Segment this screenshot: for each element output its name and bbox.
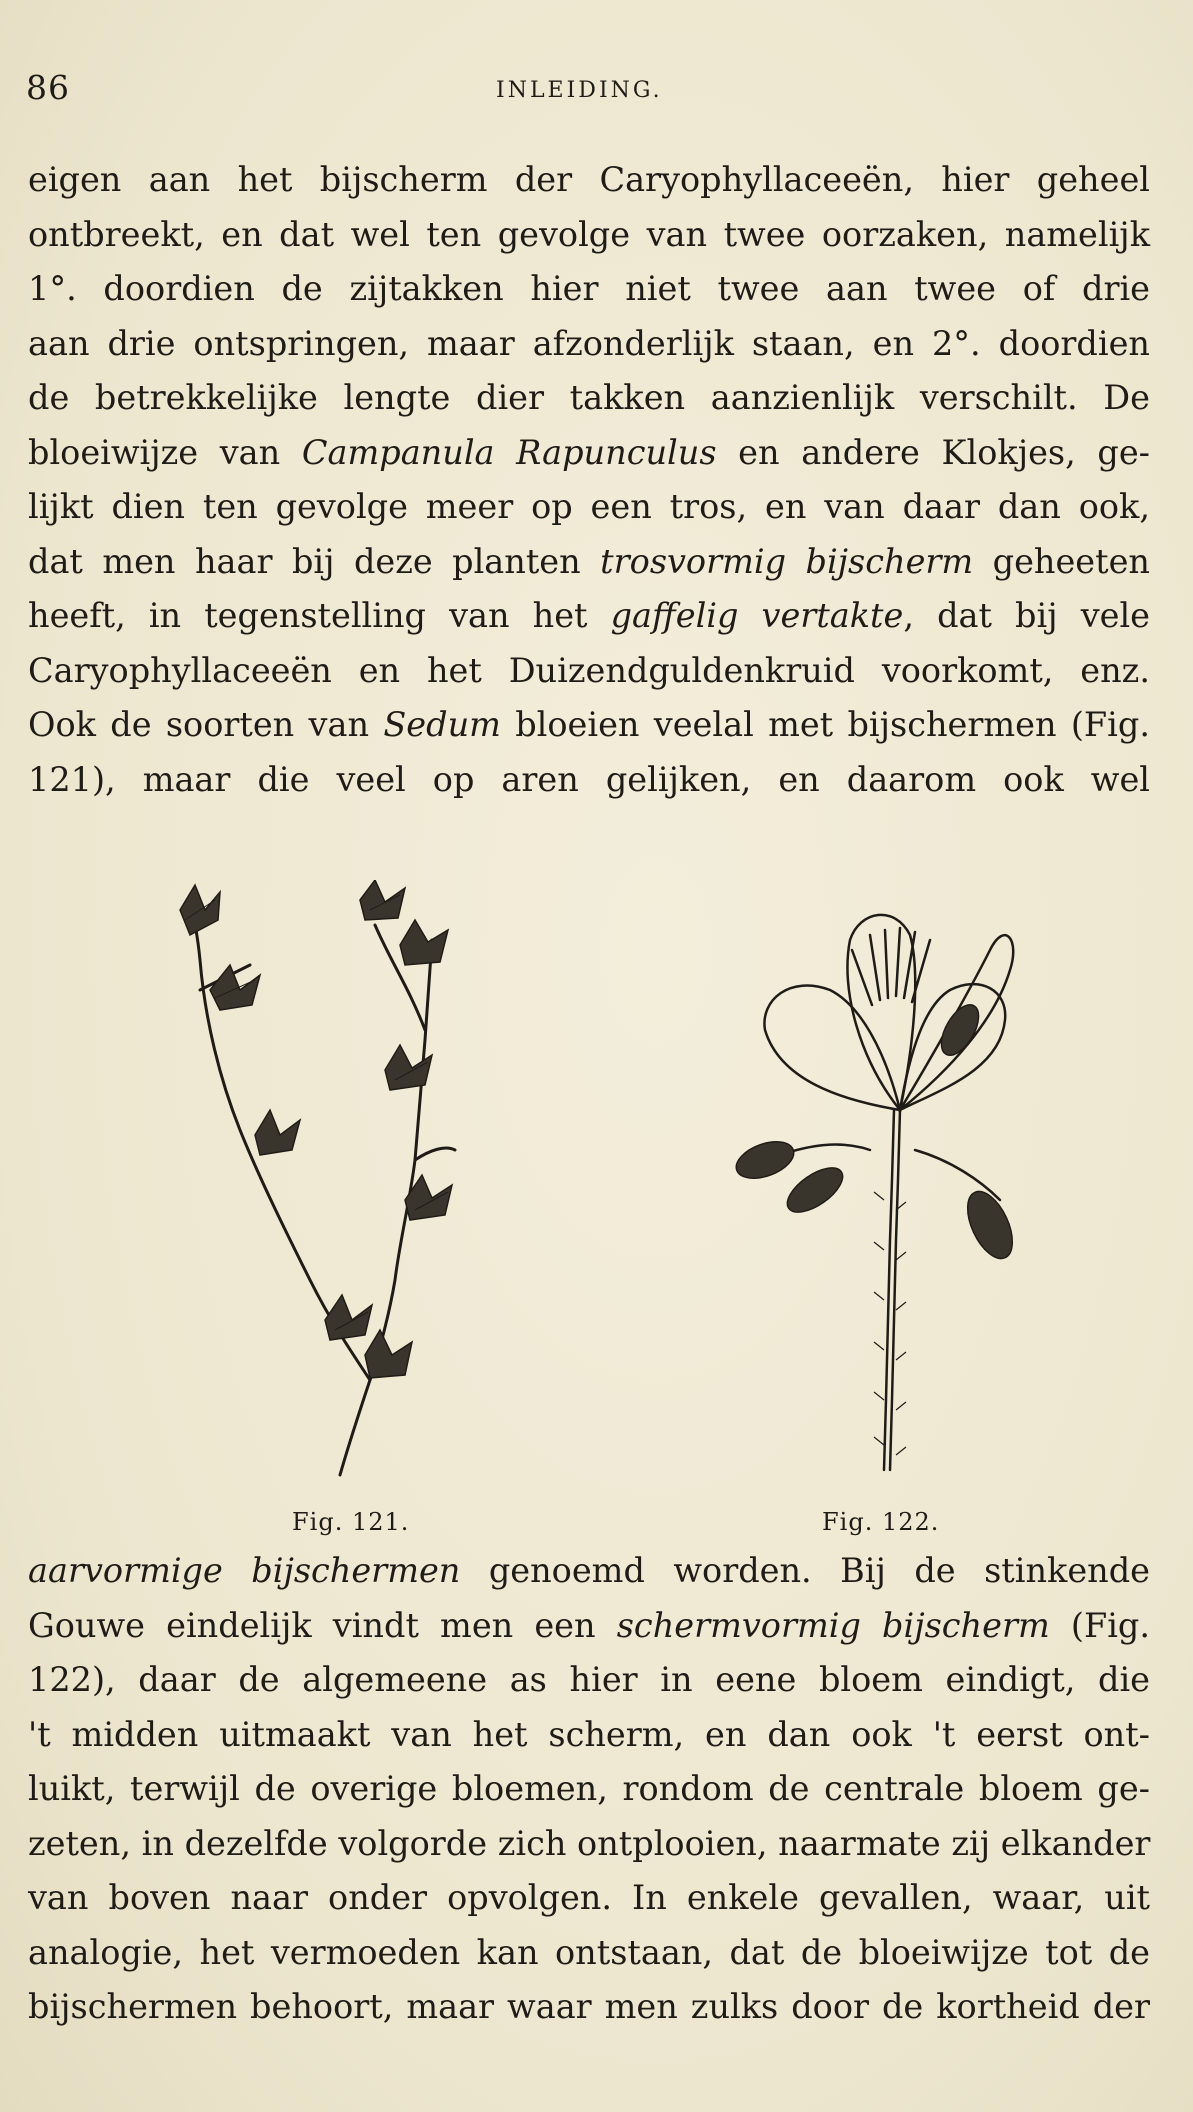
body-text-bottom xyxy=(28,1544,1150,2035)
text-segment: eigen aan het bijscherm der Caryophyllaceeën, hier geheel xyxy=(28,160,1150,199)
italic-term: Sedum xyxy=(383,705,501,744)
italic-term: gaffelig vertakte xyxy=(610,596,904,635)
text-segment: analogie, het vermoeden kan ontstaan, dat de bloeiwijze tot de xyxy=(28,1932,1150,1972)
text-segment: bijschermen behoort, maar waar men zulks door de kortheid der xyxy=(28,1987,1150,2026)
body-text-top xyxy=(28,153,1150,807)
italic-term: Campanula Rapunculus xyxy=(301,432,717,472)
text-line xyxy=(28,753,1150,808)
page-number: 86 xyxy=(26,68,70,107)
text-line xyxy=(28,153,1150,208)
italic-term: schermvormig bijscherm xyxy=(616,1605,1050,1645)
text-segment: heeft, in tegenstelling van het xyxy=(28,596,611,635)
text-segment: aan drie ontspringen, maar afzonderlijk staan, en 2°. doordien xyxy=(28,323,1150,363)
chelidonium-illustration xyxy=(720,880,1040,1480)
text-segment: zeten, in dezelfde volgorde zich ontplooien, naarmate zij elkander xyxy=(28,1823,1151,1863)
text-line xyxy=(28,317,1150,372)
figure-122-caption: Fig. 122. xyxy=(822,1508,940,1536)
text-line xyxy=(28,1926,1150,1981)
text-line xyxy=(28,1544,1150,1599)
text-line xyxy=(28,1708,1150,1763)
text-segment: luikt, terwijl de overige bloemen, rondom de centrale bloem ge- xyxy=(28,1769,1150,1808)
text-line xyxy=(28,698,1150,753)
page-header xyxy=(26,68,1153,108)
text-segment: dat men haar bij deze planten xyxy=(28,541,601,581)
text-segment: 't midden uitmaakt van het scherm, en dan ook 't eerst ont- xyxy=(28,1714,1150,1754)
text-line xyxy=(28,1653,1150,1708)
italic-term: aarvormige bijschermen xyxy=(28,1551,461,1590)
text-line xyxy=(28,1871,1150,1926)
text-segment: bloeiwijze van xyxy=(28,432,302,472)
text-line xyxy=(28,1817,1150,1872)
text-segment: Gouwe eindelijk vindt men een xyxy=(28,1605,617,1645)
text-segment: de betrekkelijke lengte dier takken aanzienlijk verschilt. De xyxy=(28,378,1150,417)
text-line xyxy=(28,426,1150,481)
text-segment: en andere Klokjes, ge- xyxy=(716,432,1150,472)
text-line xyxy=(28,262,1150,317)
sedum-illustration xyxy=(160,880,580,1480)
text-line xyxy=(28,644,1150,699)
text-segment: (Fig. xyxy=(1049,1605,1150,1645)
text-segment: 121), maar die veel op aren gelijken, en daarom ook wel xyxy=(28,759,1150,799)
text-segment: Ook de soorten van xyxy=(28,705,384,744)
text-segment: 1°. doordien de zijtakken hier niet twee aan twee of drie xyxy=(28,269,1150,308)
text-line xyxy=(28,1980,1150,2035)
text-segment: ontbreekt, en dat wel ten gevolge van twee oorzaken, namelijk xyxy=(28,214,1150,254)
text-line xyxy=(28,535,1150,590)
text-segment: 122), daar de algemeene as hier in eene bloem eindigt, die xyxy=(28,1660,1150,1699)
italic-term: trosvormig bijscherm xyxy=(600,541,974,581)
text-line xyxy=(28,1762,1150,1817)
text-line xyxy=(28,589,1150,644)
text-line xyxy=(28,480,1150,535)
text-segment: geheeten xyxy=(973,541,1150,581)
text-line xyxy=(28,1599,1150,1654)
text-line xyxy=(28,208,1150,263)
text-segment: , dat bij vele xyxy=(903,596,1150,635)
text-segment: bloeien veelal met bijschermen (Fig. xyxy=(500,705,1150,744)
text-line xyxy=(28,371,1150,426)
text-segment: van boven naar onder opvolgen. In enkele gevallen, waar, uit xyxy=(28,1878,1150,1917)
text-segment: lijkt dien ten gevolge meer op een tros, en van daar dan ook, xyxy=(28,487,1150,526)
figure-121-caption: Fig. 121. xyxy=(292,1508,410,1536)
running-head: INLEIDING. xyxy=(496,78,663,103)
text-segment: genoemd worden. Bij de stinkende xyxy=(460,1551,1151,1590)
text-segment: Caryophyllaceeën en het Duizendguldenkruid voorkomt, enz. xyxy=(28,650,1150,690)
